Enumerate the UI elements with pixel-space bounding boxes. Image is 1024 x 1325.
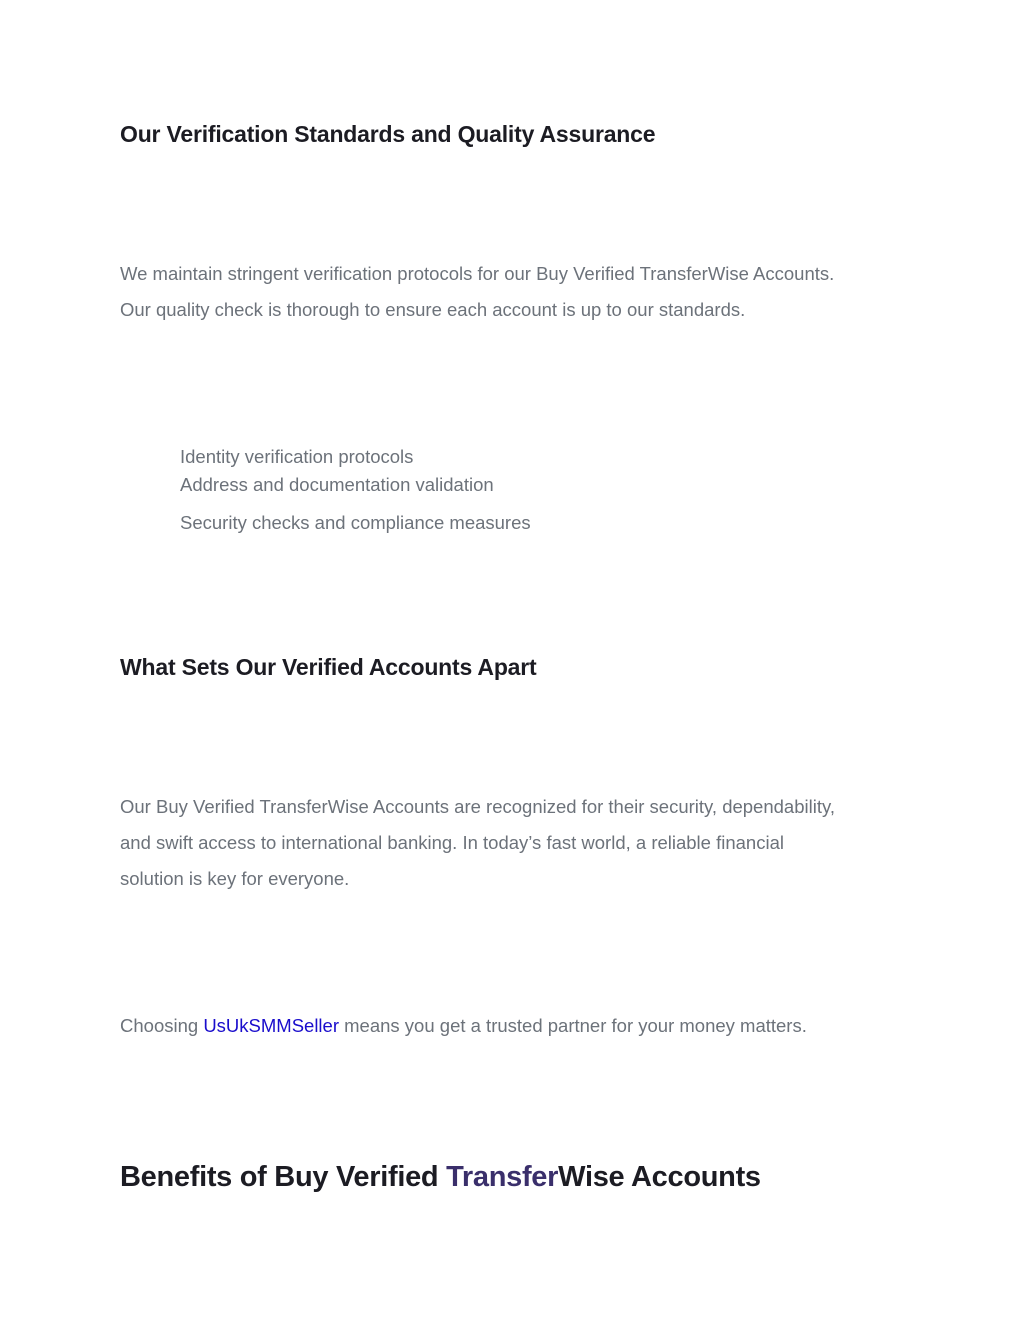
choosing-prefix-text: Choosing xyxy=(120,1015,204,1036)
list-item: Identity verification protocols xyxy=(180,446,414,467)
verification-paragraph-line-2: Our quality check is thorough to ensure each account is up to our standards. xyxy=(120,299,746,320)
verification-paragraph xyxy=(120,256,834,328)
benefits-heading-accent: Transfer xyxy=(446,1161,559,1193)
sets-apart-paragraph-line-1: Our Buy Verified TransferWise Accounts are recognized for their security, dependability, xyxy=(120,796,835,817)
section-heading-verification-standards: Our Verification Standards and Quality Assurance xyxy=(120,121,656,147)
sets-apart-paragraph-line-2: and swift access to international banking. In today’s fast world, a reliable financial xyxy=(120,832,784,853)
list-item: Address and documentation validation xyxy=(180,474,494,495)
sets-apart-paragraph xyxy=(120,789,835,897)
list-item: Security checks and compliance measures xyxy=(180,512,531,533)
benefits-heading-part-1: Benefits of Buy Verified xyxy=(120,1161,447,1193)
choosing-paragraph xyxy=(120,1008,807,1044)
section-heading-sets-apart: What Sets Our Verified Accounts Apart xyxy=(120,654,537,680)
sets-apart-paragraph-line-3: solution is key for everyone. xyxy=(120,868,350,889)
benefits-heading xyxy=(120,1161,761,1194)
verification-paragraph-line-1: We maintain stringent verification protocols for our Buy Verified TransferWise Accounts. xyxy=(120,263,835,284)
choosing-suffix-text: means you get a trusted partner for your money matters. xyxy=(339,1015,807,1036)
benefits-heading-part-2: Wise Accounts xyxy=(558,1161,761,1193)
usuksmmseller-link[interactable]: UsUkSMMSeller xyxy=(203,1015,339,1036)
